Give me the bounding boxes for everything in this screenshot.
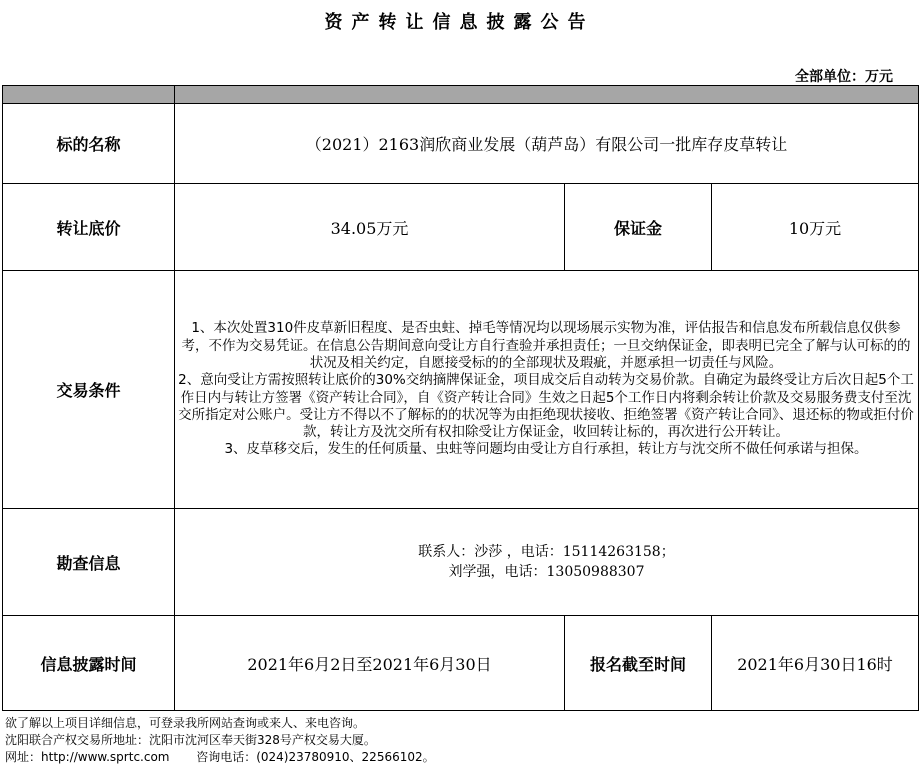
condition-item-2: 2、意向受让方需按照转让底价的30%交纳摘牌保证金，项目成交后自动转为交易价款。自确定为最终受让方后次日起5个工作日内与转让方签署《资产转让合同》，自《资产转让合同》生效之日起5个工作日内将剩余转让价款及交易服务费支付至沈交所指定对公账户。受让方不得以不了解标的的状况等为由拒绝现状接收、拒绝签署《资产转让合同》、退还标的物或拒付价款，转让方及沈交所有权扣除受让方保证金，收回转让标的，再次进行公开转让。 <box>178 372 914 441</box>
conditions-text <box>175 271 919 509</box>
website-label: 网址： <box>5 750 42 764</box>
condition-item-1: 1、本次处置310件皮草新旧程度、是否虫蛀、掉毛等情况均以现场展示实物为准，评估报告和信息发布所载信息仅供参考，不作为交易凭证。在信息公告期间意向受让方自行查验并承担责任；一旦交纳保证金，即表明已完全了解与认可标的的状况及相关约定，自愿接受标的的全部现状及瑕疵，并愿承担一切责任与风险。 <box>181 320 911 371</box>
price-row <box>3 184 919 271</box>
survey-row <box>3 509 919 616</box>
price-label: 转让底价 <box>3 184 175 271</box>
survey-contacts <box>175 509 919 616</box>
footer-line-2: 沈阳联合产权交易所地址：沈阳市沈河区奉天街328号产权交易大厦。 <box>5 733 376 747</box>
price-value: 34.05万元 <box>175 184 565 271</box>
conditions-label: 交易条件 <box>3 271 175 509</box>
website-link[interactable]: http://www.sprtc.com <box>41 750 170 764</box>
time-row <box>3 616 919 711</box>
asset-name-label: 标的名称 <box>3 104 175 184</box>
survey-label: 勘查信息 <box>3 509 175 616</box>
footer-line-3 <box>5 749 435 766</box>
header-band-row <box>3 86 919 104</box>
contact-line-2: 刘学强，电话：13050988307 <box>448 564 645 580</box>
page-title: 资产转让信息披露公告 <box>324 12 595 33</box>
header-band-cell-left <box>3 86 175 104</box>
disclosure-time-value: 2021年6月2日至2021年6月30日 <box>175 616 565 711</box>
phone-label: 咨询电话： <box>196 750 257 764</box>
deposit-value: 10万元 <box>712 184 919 271</box>
footer-line-1: 欲了解以上项目详细信息，可登录我所网站查询或来人、来电咨询。 <box>5 716 366 730</box>
condition-item-3: 3、皮草移交后，发生的任何质量、虫蛀等问题均由受让方自行承担，转让方与沈交所不做任何承诺与担保。 <box>224 441 868 458</box>
deadline-value: 2021年6月30日16时 <box>712 616 919 711</box>
disclosure-time-label: 信息披露时间 <box>3 616 175 711</box>
deadline-label: 报名截至时间 <box>565 616 712 711</box>
conditions-row <box>3 271 919 509</box>
disclosure-table <box>2 85 919 711</box>
header-band-cell-right <box>175 86 919 104</box>
deposit-label: 保证金 <box>565 184 712 271</box>
phone-value: (024)23780910、22566102。 <box>256 750 435 764</box>
asset-name-value: （2021）2163润欣商业发展（葫芦岛）有限公司一批库存皮草转让 <box>175 104 919 184</box>
footer-info <box>5 715 435 766</box>
asset-name-row <box>3 104 919 184</box>
unit-note: 全部单位：万元 <box>795 69 893 85</box>
contact-line-1: 联系人：沙莎 ，电话：15114263158； <box>418 544 675 560</box>
